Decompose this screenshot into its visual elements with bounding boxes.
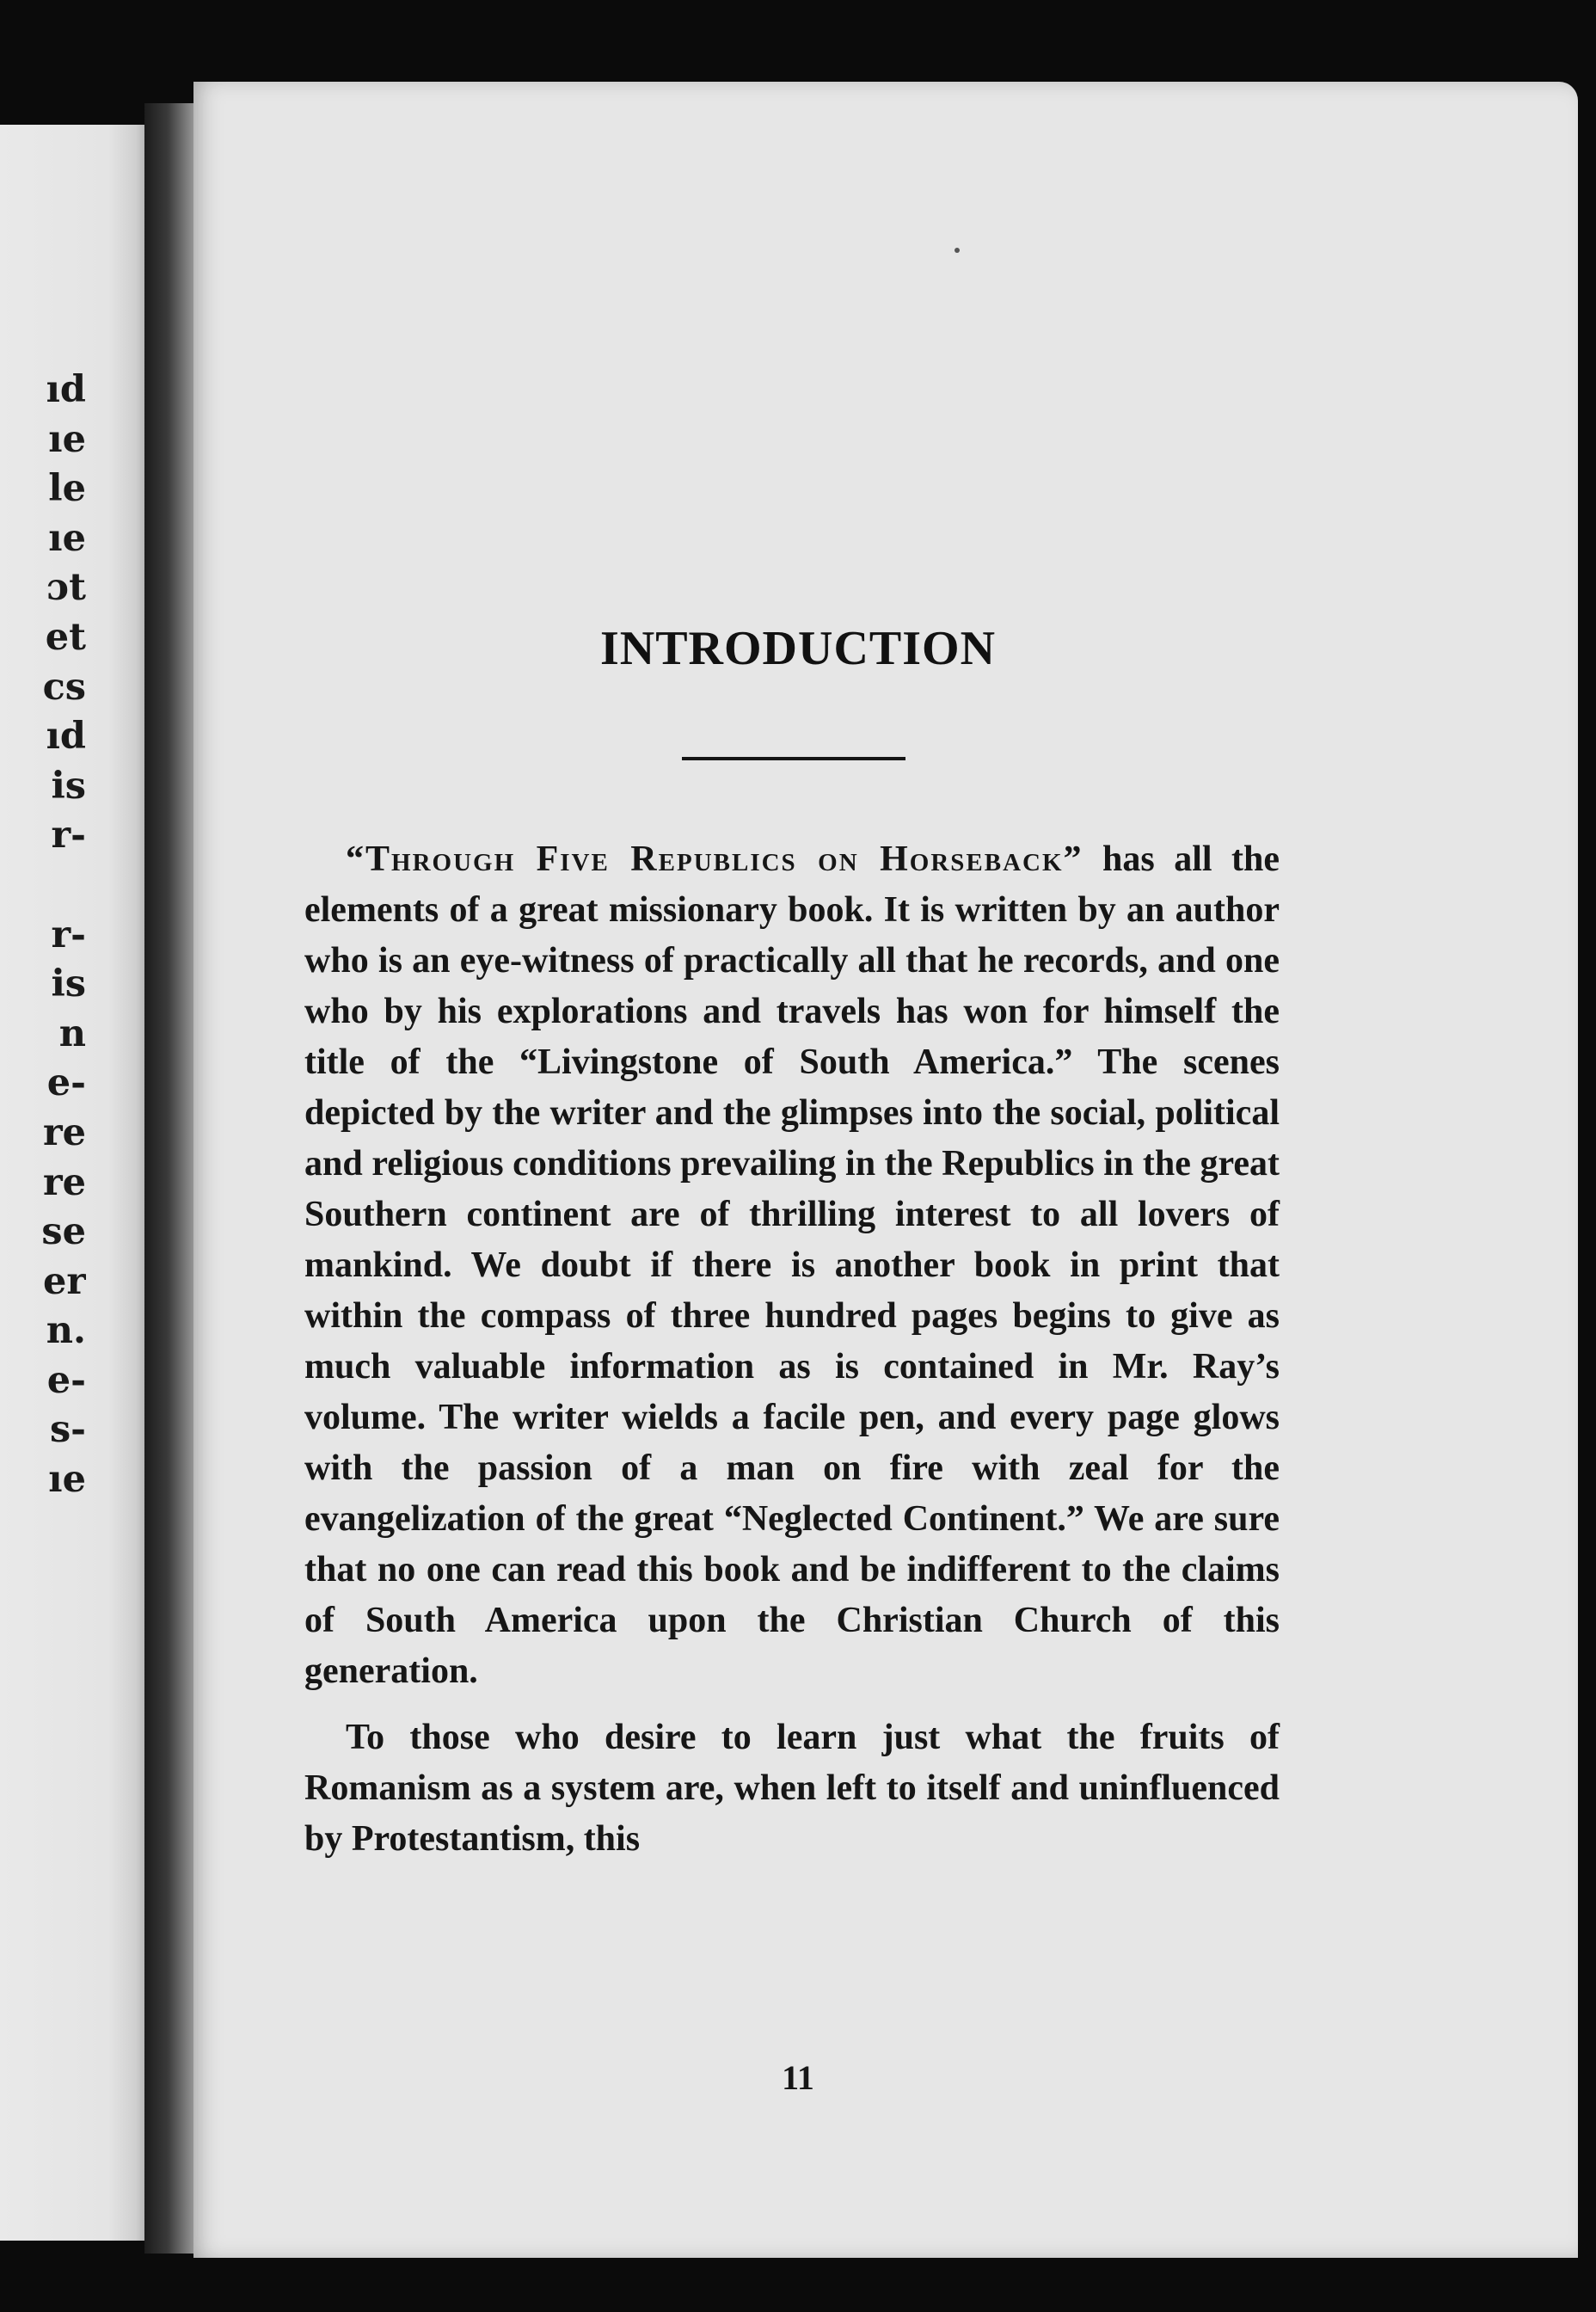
left-page-fragment: s-	[49, 1408, 86, 1452]
left-page-fragment	[0, 861, 86, 911]
paragraph-1	[304, 834, 1280, 1697]
title-rule	[682, 757, 905, 760]
left-page-fragment: is	[51, 962, 86, 1006]
left-page-text-fragments	[0, 366, 86, 1505]
left-page-fragment: ıe	[48, 516, 86, 560]
left-page-fragment: e-	[46, 1358, 86, 1402]
left-page-fragment: le	[48, 467, 86, 511]
introduction-body	[304, 834, 1280, 1865]
left-page-fragment: ıe	[48, 1458, 86, 1502]
left-page-fragment: r-	[51, 814, 86, 858]
paragraph-2: To those who desire to learn just what the fruits of Romanism as a system are, when left to itself and uninfluenced by Protestantism, this	[304, 1718, 1280, 1859]
book-title-quote: “Through Five Republics on Horseback”	[346, 839, 1083, 879]
page-number: 11	[782, 2058, 814, 2097]
left-page-fragment: ıd	[46, 368, 86, 411]
left-page-fragment: is	[51, 764, 86, 808]
left-page-fragment: cs	[42, 665, 86, 709]
left-page-fragment: n.	[46, 1309, 86, 1353]
left-page-fragment: er	[42, 1259, 86, 1303]
left-page-fragment: ɔt	[46, 566, 86, 610]
left-page-fragment: r-	[51, 913, 86, 956]
left-page-fragment: re	[42, 1160, 86, 1204]
left-page-fragment: n	[58, 1012, 86, 1055]
left-page-fragment: se	[41, 1210, 86, 1254]
left-page-fragment: e-	[46, 1061, 86, 1105]
paragraph-1-text: has all the elements of a great missionary book. It is written by an author who is an eye-witness of practically all that he records, and one who by his explorations and travels has won for himself the title of the “Livingstone of South America.” The scenes depicted by the writer and the glimpses into the social, political and religious conditions prevailing in the Republics in the great Southern continent are of thrilling interest to all lovers of mankind. We doubt if there is another book in print that within the compass of three hundred pages begins to give as much valuable information as is contained in Mr. Ray’s volume. The writer wields a facile pen, and every page glows with the passion of a man on fire with zeal for the evangelization of the great “Neglected Continent.” We are sure that no one can read this book and be indifferent to the claims of South America upon the Christian Church of this generation.	[304, 839, 1280, 1691]
page-title: INTRODUCTION	[599, 622, 997, 675]
left-page-fragment: ıd	[46, 715, 86, 759]
left-page-fragment: re	[42, 1110, 86, 1154]
left-page-fragment: et	[45, 615, 86, 659]
left-page-fragment: ıe	[48, 417, 86, 461]
paper-speck	[955, 248, 960, 253]
